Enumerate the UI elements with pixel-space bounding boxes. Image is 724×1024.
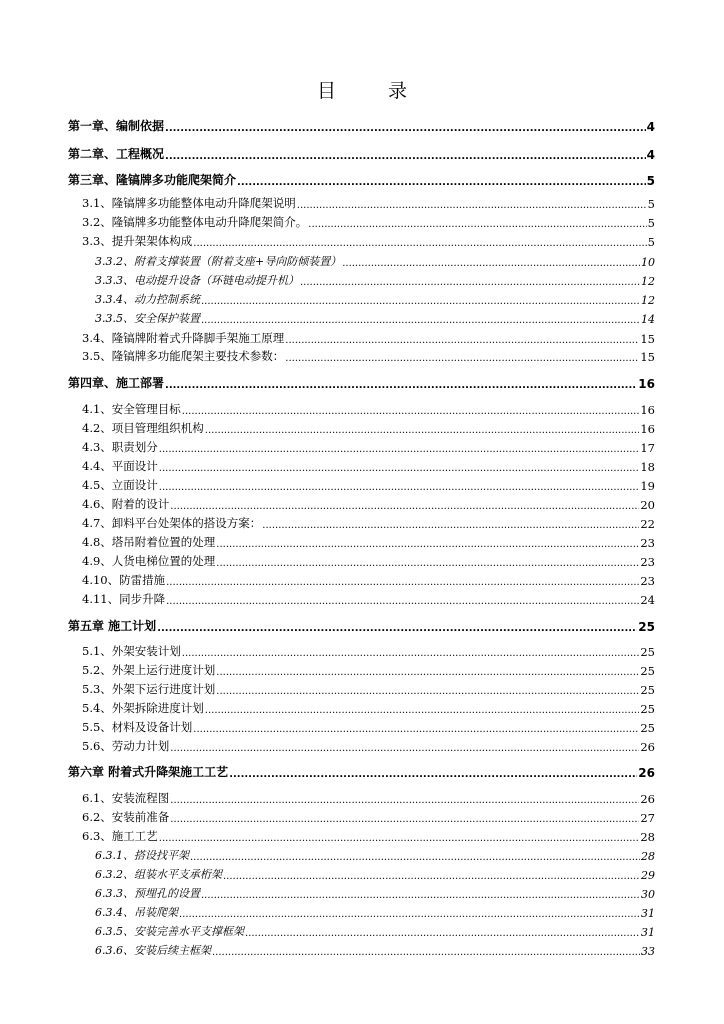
toc-entry-label: 5.2、外架上运行进度计划 [82,663,216,677]
toc-leader-dots [179,909,640,920]
toc-page-number: 27 [640,811,655,825]
toc-leader-dots [170,795,639,806]
toc-entry-label: 6.3.4、吊装爬架 [95,906,178,919]
toc-leader-dots [285,353,639,364]
toc-entry-label: 第三章、隆镐牌多功能爬架简介 [68,173,237,187]
toc-leader-dots [170,501,639,512]
toc-page-number: 30 [641,888,655,901]
toc-entry-label: 5.5、材料及设备计划 [82,720,193,734]
toc-entry[interactable] [95,904,655,920]
toc-leader-dots [300,277,640,288]
toc-page-number: 25 [640,721,655,735]
toc-entry[interactable] [82,195,655,211]
toc-entry-label: 3.2、隆镐牌多功能整体电动升降爬架简介。 [82,215,308,229]
toc-page-number: 16 [640,422,655,436]
toc-page-number: 12 [641,275,655,288]
toc-page-number: 5 [647,197,655,211]
toc-entry[interactable] [68,617,655,634]
toc-leader-dots [165,151,646,162]
toc-entry[interactable] [68,763,655,780]
toc-entry-label: 6.3、施工工艺 [82,829,158,843]
toc-entry-label: 3.3.5、安全保护装置 [95,312,200,325]
toc-entry[interactable] [95,866,655,882]
toc-page-number: 23 [640,536,655,550]
toc-page-number: 26 [640,792,655,806]
toc-title-left: 目 [316,80,336,102]
toc-title [0,76,724,103]
toc-page-number: 33 [641,945,655,958]
toc-page-number: 29 [641,869,655,882]
toc-entry-label: 6.1、安装流程图 [82,791,170,805]
toc-leader-dots [159,833,640,844]
toc-entry-label: 4.10、防雷措施 [82,573,166,587]
toc-entry-label: 4.6、附着的设计 [82,497,170,511]
toc-page-number: 5 [647,235,655,249]
toc-entry[interactable] [68,145,655,162]
toc-entry[interactable] [95,272,655,288]
toc-leader-dots [237,177,646,188]
toc-leader-dots [157,623,637,634]
toc-leader-dots [205,705,640,716]
toc-entry[interactable] [95,310,655,326]
toc-leader-dots [223,871,640,882]
toc-entry-label: 第二章、工程概况 [68,147,165,161]
toc-entry[interactable] [82,828,655,844]
toc-entry[interactable] [95,291,655,307]
toc-leader-dots [201,315,640,326]
toc-leader-dots [216,558,639,569]
toc-leader-dots [166,577,639,588]
toc-page-number: 16 [638,377,655,391]
toc-entry[interactable] [82,458,655,474]
toc-entry-label: 3.4、隆镐牌附着式升降脚手架施工原理 [82,331,285,345]
toc-entry-label: 3.3、提升架架体构成 [82,234,193,248]
toc-leader-dots [159,463,640,474]
toc-entry[interactable] [82,330,655,346]
toc-page-number: 19 [640,479,655,493]
toc-entry[interactable] [82,662,655,678]
toc-leader-dots [216,667,639,678]
toc-entry[interactable] [68,117,655,134]
toc-leader-dots [166,596,639,607]
toc-entry-label: 4.8、塔吊附着位置的处理 [82,535,216,549]
toc-page-number: 20 [640,498,655,512]
toc-page-number: 12 [641,294,655,307]
toc-entry[interactable] [95,253,655,269]
toc-leader-dots [159,482,640,493]
toc-entry-label: 4.7、卸料平台处架体的搭设方案： [82,516,262,530]
toc-entry[interactable] [95,923,655,939]
toc-entry-label: 4.3、职责划分 [82,440,158,454]
toc-entry[interactable] [82,681,655,697]
toc-leader-dots [170,814,639,825]
toc-entry[interactable] [82,214,655,230]
toc-page-number: 26 [638,766,655,780]
toc-entry[interactable] [82,572,655,588]
toc-entry-label: 6.3.5、安装完善水平支撑框架 [95,925,244,938]
toc-page-number: 25 [640,664,655,678]
toc-entry[interactable] [82,477,655,493]
toc-entry-label: 3.5、隆镐牌多功能爬架主要技术参数： [82,349,285,363]
toc-page-number: 15 [640,332,655,346]
toc-page-number: 25 [640,702,655,716]
toc-entry[interactable] [82,553,655,569]
toc-leader-dots [182,648,640,659]
toc-entry[interactable] [95,847,655,863]
toc-page-number: 28 [640,830,655,844]
toc-entry[interactable] [82,809,655,825]
toc-entry[interactable] [82,591,655,607]
toc-entry[interactable] [82,420,655,436]
toc-entry-label: 4.2、项目管理组织机构 [82,421,204,435]
toc-entry-label: 4.5、立面设计 [82,478,158,492]
toc-page-number: 10 [641,256,655,269]
toc-entry[interactable] [82,719,655,735]
toc-page-number: 28 [641,850,655,863]
toc-leader-dots [297,200,647,211]
toc-entry[interactable] [82,401,655,417]
toc-page-number: 14 [641,313,655,326]
toc-entry-label: 6.3.3、预埋孔的设置 [95,887,200,900]
toc-entry-label: 4.4、平面设计 [82,459,158,473]
toc-leader-dots [170,743,639,754]
toc-page-number: 18 [640,460,655,474]
toc-entry[interactable] [82,534,655,550]
toc-leader-dots [245,928,640,939]
toc-page-number: 23 [640,574,655,588]
toc-page-number: 4 [646,148,655,162]
toc-leader-dots [205,425,640,436]
toc-page-number: 24 [640,593,655,607]
toc-page-number: 15 [640,350,655,364]
toc-page-number: 17 [640,441,655,455]
toc-leader-dots [201,296,640,307]
toc-entry-label: 4.11、同步升降 [82,592,166,606]
toc-entry[interactable] [68,171,655,188]
toc-entry[interactable] [82,700,655,716]
toc-entry-label: 3.3.3、电动提升设备（环链电动提升机） [95,274,299,287]
toc-page-number: 22 [640,517,655,531]
toc-entry[interactable] [95,942,655,958]
toc-entry-label: 6.3.2、组装水平支承桁架 [95,868,222,881]
toc-leader-dots [229,769,637,780]
toc-entry-label: 第一章、编制依据 [68,119,165,133]
toc-entry-label: 第四章、施工部署 [68,376,165,390]
toc-entry-label: 5.6、劳动力计划 [82,739,170,753]
toc-leader-dots [182,406,640,417]
toc-leader-dots [342,258,640,269]
toc-leader-dots [165,123,646,134]
toc-page-number: 4 [646,120,655,134]
toc-entry-label: 6.3.1、搭设找平架 [95,849,189,862]
toc-leader-dots [212,947,640,958]
toc-leader-dots [262,520,639,531]
toc-leader-dots [159,444,640,455]
toc-page-number: 25 [640,645,655,659]
toc-page-number: 5 [646,174,655,188]
toc-entry-label: 3.3.2、附着支撑装置（附着支座+导向防倾装置） [95,255,342,268]
toc-page-number: 5 [647,216,655,230]
toc-entry-label: 4.1、安全管理目标 [82,402,181,416]
toc-entry[interactable] [82,790,655,806]
toc-leader-dots [165,380,637,391]
toc-page-number: 16 [640,403,655,417]
toc-page-number: 25 [638,620,655,634]
toc-leader-dots [216,539,639,550]
toc-entry-label: 3.3.4、动力控制系统 [95,293,200,306]
toc-entry-label: 5.1、外架安装计划 [82,644,181,658]
toc-entry[interactable] [95,885,655,901]
toc-leader-dots [308,219,646,230]
toc-leader-dots [193,724,639,735]
toc-entry[interactable] [82,233,655,249]
toc-entry-label: 5.3、外架下运行进度计划 [82,682,216,696]
toc-entry-label: 6.2、安装前准备 [82,810,170,824]
toc-entry-label: 第五章 施工计划 [68,619,157,633]
toc-leader-dots [190,852,640,863]
toc-page-number: 31 [641,907,655,920]
toc-title-right: 录 [388,80,408,102]
toc-entry[interactable] [82,496,655,512]
toc-entry-label: 6.3.6、安装后续主框架 [95,944,211,957]
toc-entry[interactable] [82,348,655,364]
toc-entry[interactable] [82,643,655,659]
toc-leader-dots [193,238,646,249]
toc-entry-label: 4.9、人货电梯位置的处理 [82,554,216,568]
toc-entry[interactable] [68,374,655,391]
toc-leader-dots [216,686,639,697]
toc-entry-label: 3.1、隆镐牌多功能整体电动升降爬架说明 [82,196,296,210]
toc-entry-label: 5.4、外架拆除进度计划 [82,701,204,715]
toc-leader-dots [201,890,640,901]
toc-entry[interactable] [82,439,655,455]
toc-page-number: 31 [641,926,655,939]
toc-page-number: 26 [640,740,655,754]
toc-entry[interactable] [82,515,655,531]
toc-entry[interactable] [82,738,655,754]
toc-entry-label: 第六章 附着式升降架施工工艺 [68,765,229,779]
toc-page-number: 25 [640,683,655,697]
toc-page-number: 23 [640,555,655,569]
toc-leader-dots [285,335,639,346]
